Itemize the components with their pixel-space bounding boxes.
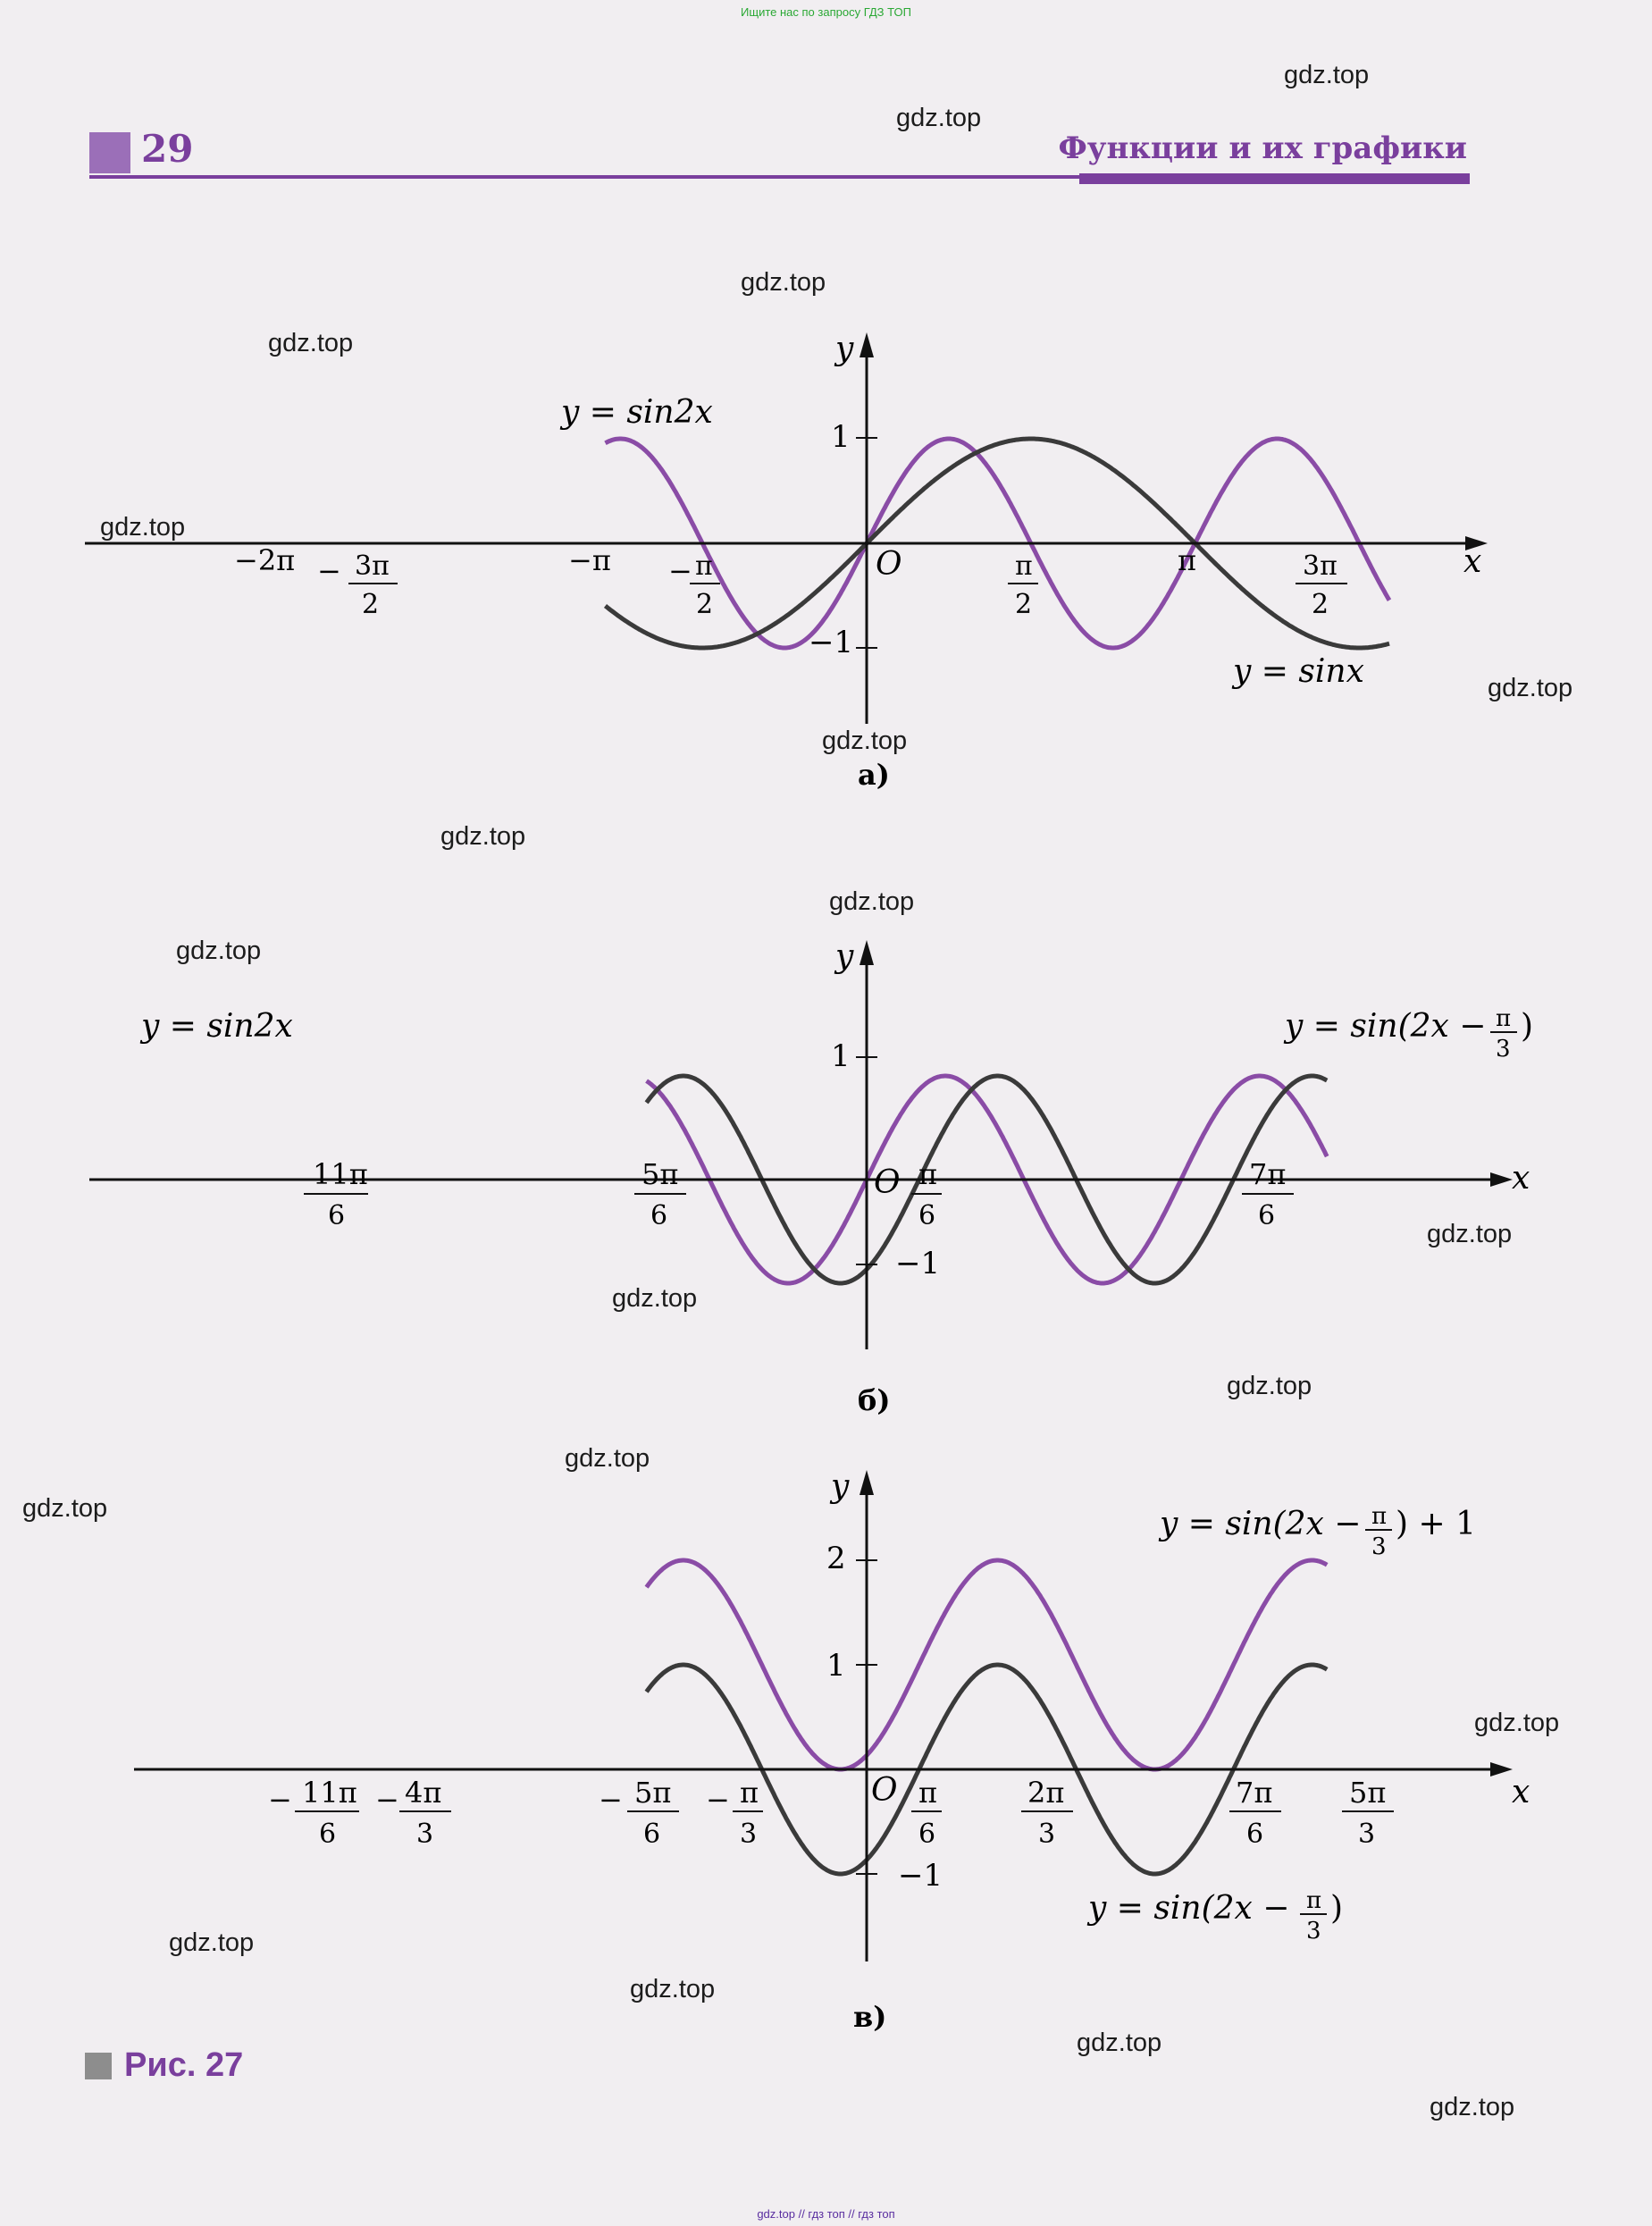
svg-text:y = sin(2x −: y = sin(2x − <box>1160 1506 1362 1542</box>
svg-text:3π: 3π <box>355 550 390 582</box>
y-tick-2: 2 <box>826 1541 846 1576</box>
x-tick-minus-4pi-3 <box>375 1776 451 1850</box>
svg-text:) + 1: ) + 1 <box>1396 1506 1476 1542</box>
svg-text:6: 6 <box>650 1200 668 1231</box>
svg-text:π: π <box>695 550 713 582</box>
svg-text:6: 6 <box>918 1819 936 1850</box>
svg-text:6: 6 <box>328 1200 346 1231</box>
watermark: gdz.top <box>440 822 526 851</box>
svg-text:6: 6 <box>1258 1200 1276 1231</box>
x-tick-minus-pi: −π <box>568 543 611 577</box>
y-axis-arrow <box>860 940 874 965</box>
svg-text:3: 3 <box>1038 1819 1056 1850</box>
x-tick-pi: π <box>1178 543 1197 577</box>
watermark: gdz.top <box>1430 2093 1515 2121</box>
svg-text:π: π <box>740 1776 759 1810</box>
x-tick-2pi-3 <box>1021 1776 1073 1850</box>
panel-label-a: а) <box>858 758 890 792</box>
series-label-shifted: y = sin(2x − <box>1285 1008 1487 1045</box>
y-tick-minus-1: −1 <box>898 1858 943 1894</box>
svg-text:5π: 5π <box>642 1157 679 1191</box>
svg-text:11π: 11π <box>302 1776 357 1810</box>
y-axis-label: y <box>835 331 854 367</box>
watermark: gdz.top <box>1227 1372 1312 1400</box>
x-tick-pi-6 <box>911 1157 942 1231</box>
svg-text:6: 6 <box>918 1200 936 1231</box>
svg-text:−: − <box>706 1783 730 1817</box>
svg-text:2: 2 <box>1312 589 1329 620</box>
svg-text:2: 2 <box>362 589 380 620</box>
svg-text:3: 3 <box>740 1819 758 1850</box>
x-tick-7pi-6 <box>1229 1776 1281 1850</box>
origin-label: O <box>876 546 902 583</box>
bottom-note: gdz.top // гдз топ // гдз топ <box>757 2207 895 2221</box>
svg-text:4π: 4π <box>405 1776 442 1810</box>
page-marker-square <box>89 132 130 173</box>
x-tick-minus-3pi-2 <box>317 550 398 620</box>
svg-text:3π: 3π <box>1303 550 1338 582</box>
x-axis-arrow <box>1490 1762 1513 1777</box>
watermark: gdz.top <box>1077 2029 1162 2057</box>
chapter-title-bar <box>1079 173 1470 184</box>
panel-label-c: в) <box>853 2000 887 2033</box>
watermark: gdz.top <box>100 513 186 542</box>
svg-text:3: 3 <box>1358 1819 1376 1850</box>
svg-text:6: 6 <box>319 1819 337 1850</box>
svg-text:3: 3 <box>416 1819 434 1850</box>
svg-text:−: − <box>317 554 341 588</box>
figure-b <box>0 911 1652 1430</box>
svg-text:6: 6 <box>1246 1819 1264 1850</box>
svg-text:π: π <box>1371 1503 1388 1530</box>
x-tick-7pi-6 <box>1242 1157 1294 1231</box>
y-axis-label: y <box>831 1468 850 1505</box>
figure-caption-text: Рис. 27 <box>124 2046 244 2084</box>
series-label-shifted-plus-1 <box>1158 1503 1476 1560</box>
x-tick-5pi-3 <box>1342 1776 1394 1850</box>
svg-text:π: π <box>1496 1005 1512 1032</box>
svg-text:3: 3 <box>1306 1918 1321 1945</box>
figure-caption <box>85 2046 243 2085</box>
svg-text:−: − <box>668 554 692 588</box>
series-label-shifted <box>1086 1887 1343 1945</box>
svg-text:π: π <box>918 1776 938 1810</box>
watermark: gdz.top <box>169 1928 255 1957</box>
y-tick-1: 1 <box>831 419 851 455</box>
svg-text:−: − <box>268 1783 292 1817</box>
svg-text:π: π <box>1306 1887 1322 1914</box>
x-tick-minus-2pi: −2π <box>234 543 296 577</box>
watermark: gdz.top <box>565 1444 650 1473</box>
x-axis-label: x <box>1512 1774 1530 1810</box>
x-axis-label: x <box>1512 1160 1530 1197</box>
svg-text:): ) <box>1521 1008 1534 1045</box>
svg-text:5π: 5π <box>1349 1776 1387 1810</box>
svg-text:7π: 7π <box>1236 1776 1273 1810</box>
y-axis-arrow <box>860 332 874 357</box>
panel-label-b: б) <box>858 1383 891 1417</box>
svg-text:7π: 7π <box>1249 1157 1287 1191</box>
origin-label: O <box>871 1772 898 1809</box>
watermark: gdz.top <box>1427 1220 1513 1248</box>
y-axis-arrow <box>860 1470 874 1495</box>
series-label-sinx: y = sinx <box>1233 653 1364 690</box>
watermark: gdz.top <box>630 1975 716 2003</box>
svg-text:π: π <box>1015 550 1033 582</box>
x-axis-label: x <box>1463 543 1482 580</box>
svg-text:−: − <box>375 1783 399 1817</box>
x-tick-minus-5pi-6 <box>599 1776 679 1850</box>
svg-text:5π: 5π <box>634 1776 672 1810</box>
watermark: gdz.top <box>822 727 908 755</box>
svg-text:3: 3 <box>1371 1533 1387 1560</box>
x-tick-minus-11pi-6 <box>304 1157 368 1231</box>
svg-text:2: 2 <box>696 589 714 620</box>
x-tick-minus-11pi-6 <box>268 1776 359 1850</box>
watermark: gdz.top <box>22 1494 108 1523</box>
svg-text:): ) <box>1330 1890 1344 1927</box>
svg-text:3: 3 <box>1496 1036 1511 1063</box>
svg-text:2π: 2π <box>1027 1776 1065 1810</box>
watermark: gdz.top <box>1488 674 1573 702</box>
watermark: gdz.top <box>829 887 915 916</box>
top-note: Ищите нас по запросу ГДЗ ТОП <box>741 5 911 19</box>
x-tick-pi-2 <box>1008 550 1038 620</box>
svg-text:y = sin(2x −: y = sin(2x − <box>1088 1890 1290 1927</box>
y-tick-minus-1: −1 <box>895 1246 941 1281</box>
svg-text:11π: 11π <box>313 1157 368 1191</box>
x-tick-3pi-2 <box>1296 550 1347 620</box>
y-tick-minus-1: −1 <box>809 625 854 660</box>
caption-marker-square <box>85 2053 112 2079</box>
y-tick-1: 1 <box>826 1648 846 1684</box>
page-number: 29 <box>141 127 194 171</box>
x-tick-pi-6 <box>911 1776 942 1850</box>
watermark: gdz.top <box>741 268 826 297</box>
x-tick-minus-5pi-6 <box>634 1157 686 1231</box>
svg-text:6: 6 <box>643 1819 661 1850</box>
svg-text:π: π <box>918 1157 938 1191</box>
watermark: gdz.top <box>176 937 262 965</box>
series-label-sin2x: y = sin2x <box>561 394 713 431</box>
series-label-shifted-fraction <box>1490 1005 1533 1063</box>
watermark: gdz.top <box>1474 1709 1560 1737</box>
series-label-sin2x: y = sin2x <box>141 1008 293 1045</box>
origin-label: O <box>874 1164 901 1201</box>
watermark: gdz.top <box>268 329 354 357</box>
y-axis-label: y <box>835 938 854 975</box>
chapter-title: Функции и их графики <box>1058 130 1467 166</box>
svg-text:2: 2 <box>1015 589 1033 620</box>
watermark: gdz.top <box>896 104 982 132</box>
x-tick-minus-pi-2 <box>668 550 720 620</box>
watermark: gdz.top <box>612 1284 698 1313</box>
x-axis-arrow <box>1490 1172 1513 1187</box>
x-tick-minus-pi-3 <box>706 1776 763 1850</box>
y-tick-1: 1 <box>831 1038 851 1074</box>
watermark: gdz.top <box>1284 61 1370 89</box>
svg-text:−: − <box>599 1783 623 1817</box>
